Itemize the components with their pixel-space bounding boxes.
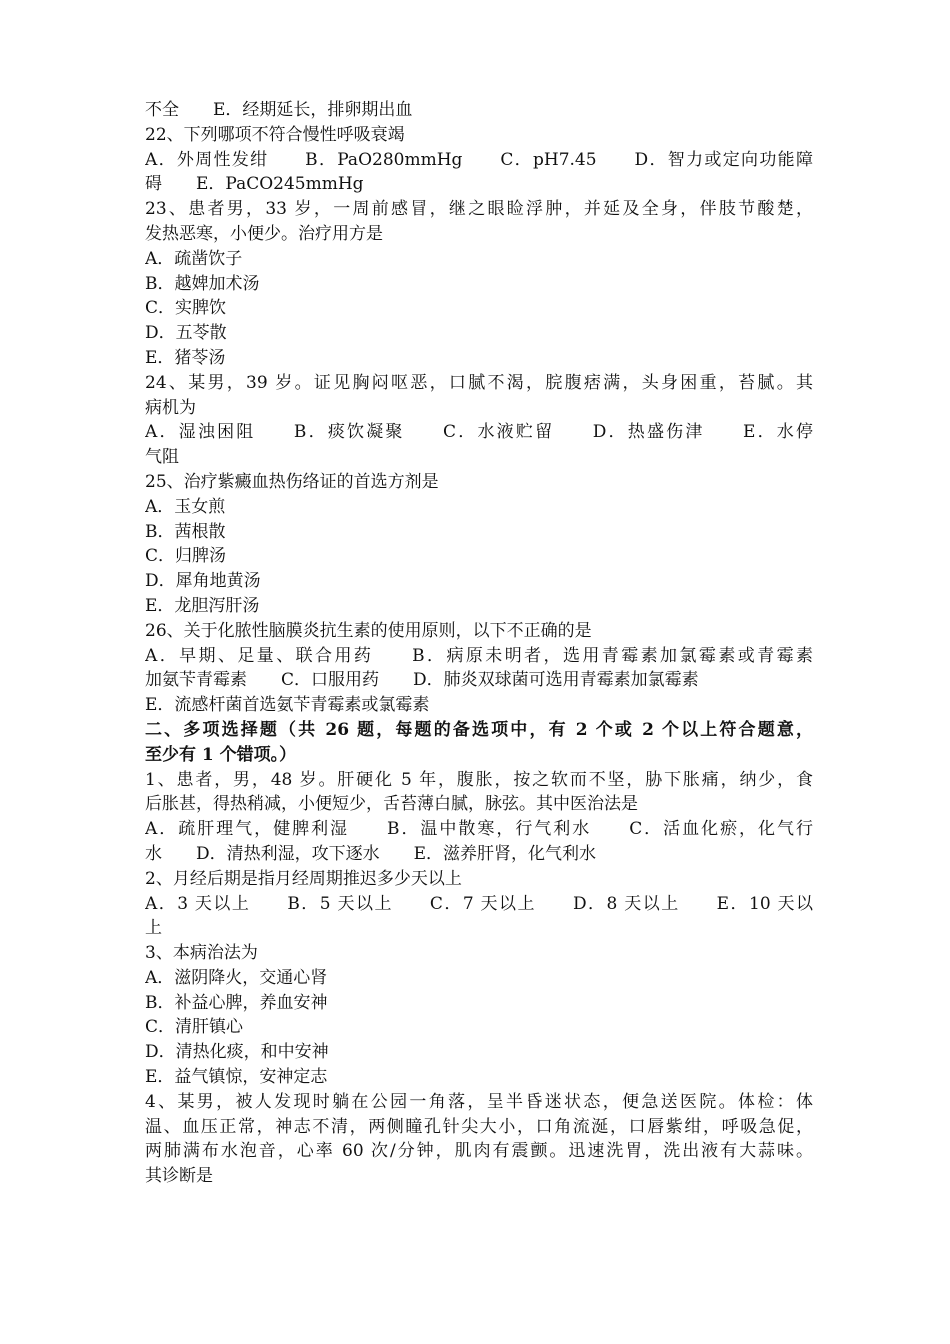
text-line: 3、本病治法为 <box>145 943 258 964</box>
text-line: 水 D．清热利湿，攻下逐水 E．滋养肝肾，化气利水 <box>145 843 597 864</box>
text-line: A．滋阴降火，交通心肾 <box>145 967 328 988</box>
text-line: 病机为 <box>145 397 196 418</box>
text-line: C．归脾汤 <box>145 546 227 567</box>
text-line: 不全 E．经期延长，排卵期出血 <box>145 100 413 120</box>
text-line: A．玉女煎 <box>145 496 226 517</box>
text-line: D．清热化痰，和中安神 <box>145 1042 329 1063</box>
text-line: 后胀甚，得热稍减，小便短少，舌苔薄白腻，脉弦。其中医治法是 <box>145 794 638 815</box>
text-line: C．实脾饮 <box>145 298 227 319</box>
text-line: B．越婢加术汤 <box>145 273 260 294</box>
text-line: 25、治疗紫癜血热伤络证的首选方剂是 <box>145 471 439 492</box>
text-line: 至少有 1 个错项。） <box>145 744 297 765</box>
text-line: 1、患者，男，48 岁。肝硬化 5 年，腹胀，按之软而不坚，胁下胀痛，纳少，食 <box>145 769 813 790</box>
document-page <box>145 98 813 1189</box>
text-line: 碍 E．PaCO245mmHg <box>145 174 364 195</box>
text-line: 26、关于化脓性脑膜炎抗生素的使用原则，以下不正确的是 <box>145 620 592 641</box>
text-line: D．犀角地黄汤 <box>145 571 261 592</box>
text-line: D．五苓散 <box>145 323 227 344</box>
text-line: B．茜根散 <box>145 521 226 542</box>
text-line: A．早期、足量、联合用药 B．病原未明者，选用青霉素加氯霉素或青霉素 <box>145 645 813 666</box>
text-line: 两肺满布水泡音，心率 60 次/分钟，肌肉有震颤。迅速洗胃，洗出液有大蒜味。 <box>145 1141 813 1162</box>
text-line: E．猪苓汤 <box>145 347 226 368</box>
text-line: 24、某男，39 岁。证见胸闷呕恶，口腻不渴，脘腹痞满，头身困重，苔腻。其 <box>145 372 813 393</box>
text-line: 温、血压正常，神志不清，两侧瞳孔针尖大小，口角流涎，口唇紫绀，呼吸急促， <box>145 1116 813 1137</box>
text-line: 其诊断是 <box>145 1166 213 1187</box>
text-line: 二、多项选择题（共 26 题，每题的备选项中，有 2 个或 2 个以上符合题意， <box>145 719 813 740</box>
text-line: 发热恶寒，小便少。治疗用方是 <box>145 223 383 244</box>
text-line: 加氨苄青霉素 C．口服用药 D．肺炎双球菌可选用青霉素加氯霉素 <box>145 670 699 691</box>
text-line: 上 <box>145 918 162 939</box>
text-line: 4、某男，被人发现时躺在公园一角落，呈半昏迷状态，便急送医院。体检：体 <box>145 1091 813 1112</box>
text-line: E．流感杆菌首选氨苄青霉素或氯霉素 <box>145 695 430 716</box>
text-line: 22、下列哪项不符合慢性呼吸衰竭 <box>145 124 405 145</box>
text-line: 23、患者男，33 岁，一周前感冒，继之眼睑浮肿，并延及全身，伴肢节酸楚， <box>145 199 813 220</box>
text-line: E．龙胆泻肝汤 <box>145 595 260 616</box>
text-line: E．益气镇惊，安神定志 <box>145 1067 328 1088</box>
text-line: C．清肝镇心 <box>145 1017 244 1038</box>
text-line: A．湿浊困阻 B．痰饮凝聚 C．水液贮留 D．热盛伤津 E．水停 <box>145 422 813 443</box>
text-line: A．疏肝理气，健脾利湿 B．温中散寒，行气利水 C．活血化瘀，化气行 <box>145 819 813 840</box>
text-line: A．3 天以上 B．5 天以上 C．7 天以上 D．8 天以上 E．10 天以 <box>145 893 813 914</box>
text-line: B．补益心脾，养血安神 <box>145 992 328 1013</box>
text-line: A．外周性发绀 B．PaO280mmHg C．pH7.45 D．智力或定向功能障 <box>145 149 813 170</box>
text-line: 2、月经后期是指月经周期推迟多少天以上 <box>145 868 462 889</box>
text-line: 气阻 <box>145 447 179 468</box>
text-line: A．疏凿饮子 <box>145 248 243 269</box>
